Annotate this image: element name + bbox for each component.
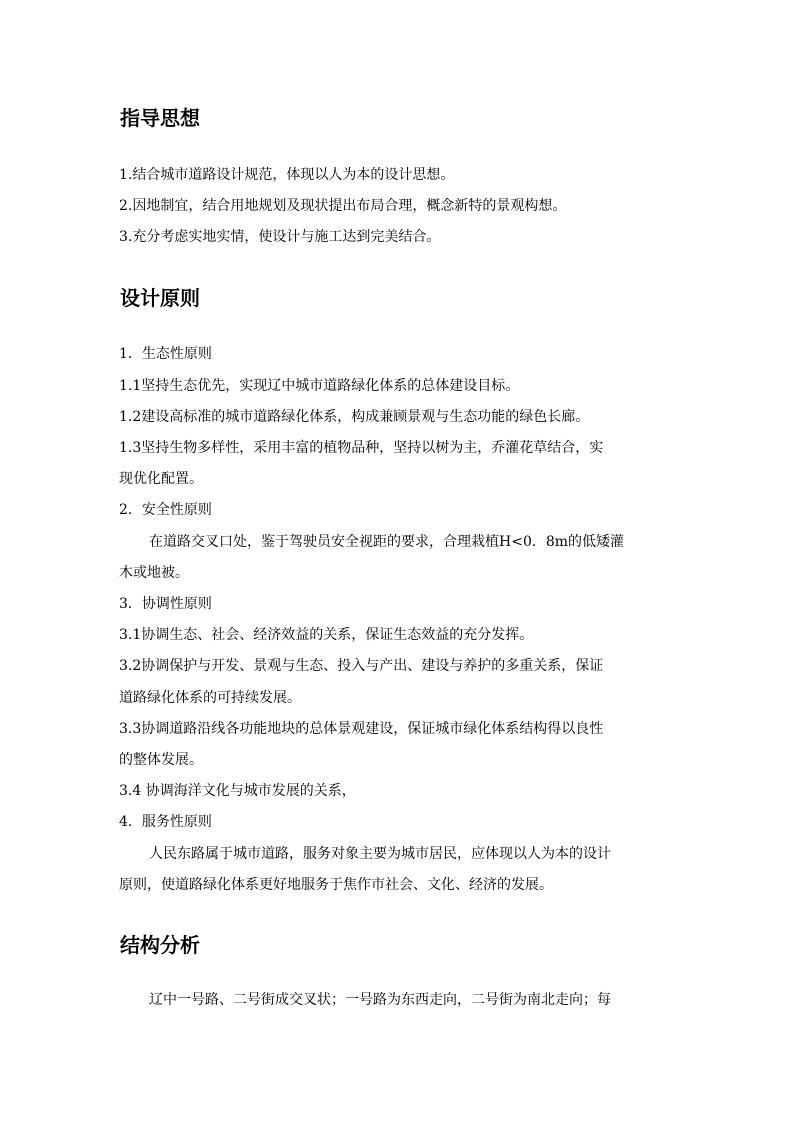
principle-line: 道路绿化体系的可持续发展。 <box>119 690 301 706</box>
principle-line: 1．生态性原则 <box>119 346 212 362</box>
principle-line: 3.3协调道路沿线各功能地块的总体景观建设，保证城市绿化体系结构得以良性 <box>119 721 604 737</box>
principle-line: 的整体发展。 <box>119 752 203 768</box>
guiding-item-2: 2.因地制宜，结合用地规划及现状提出布局合理，概念新特的景观构想。 <box>119 198 567 214</box>
section-heading-guiding: 指导思想 <box>120 106 200 130</box>
guiding-item-1: 1.结合城市道路设计规范，体现以人为本的设计思想。 <box>119 167 455 183</box>
principle-line: 木或地被。 <box>119 565 189 581</box>
section-heading-principles: 设计原则 <box>120 286 200 310</box>
principle-line: 1.1坚持生态优先，实现辽中城市道路绿化体系的总体建设目标。 <box>119 378 520 394</box>
principle-line: 人民东路属于城市道路，服务对象主要为城市居民，应体现以人为本的设计 <box>149 846 611 862</box>
principle-line: 3.1协调生态、社会、经济效益的关系，保证生态效益的充分发挥。 <box>119 627 534 643</box>
principle-line: 1.2建设高标准的城市道路绿化体系，构成兼顾景观与生态功能的绿色长廊。 <box>119 409 590 425</box>
structure-line: 辽中一号路、二号街成交叉状；一号路为东西走向，二号街为南北走向；每 <box>149 992 611 1008</box>
principle-line: 原则，使道路绿化体系更好地服务于焦作市社会、文化、经济的发展。 <box>119 877 553 893</box>
principle-line: 1.3坚持生物多样性，采用丰富的植物品种，坚持以树为主，乔灌花草结合，实 <box>119 440 604 456</box>
section-heading-structure: 结构分析 <box>120 933 200 957</box>
principle-line: 3.2协调保护与开发、景观与生态、投入与产出、建设与养护的多重关系，保证 <box>119 658 604 674</box>
guiding-item-3: 3.充分考虑实地实情，使设计与施工达到完美结合。 <box>119 229 441 245</box>
principle-line: 在道路交叉口处，鉴于驾驶员安全视距的要求，合理栽植H<0．8m的低矮灌 <box>149 534 625 550</box>
principle-line: 3．协调性原则 <box>119 596 212 612</box>
principle-line: 4．服务性原则 <box>119 814 212 830</box>
principle-line: 2．安全性原则 <box>119 502 212 518</box>
principle-line: 3.4 协调海洋文化与城市发展的关系， <box>119 783 356 799</box>
principle-line: 现优化配置。 <box>119 471 203 487</box>
